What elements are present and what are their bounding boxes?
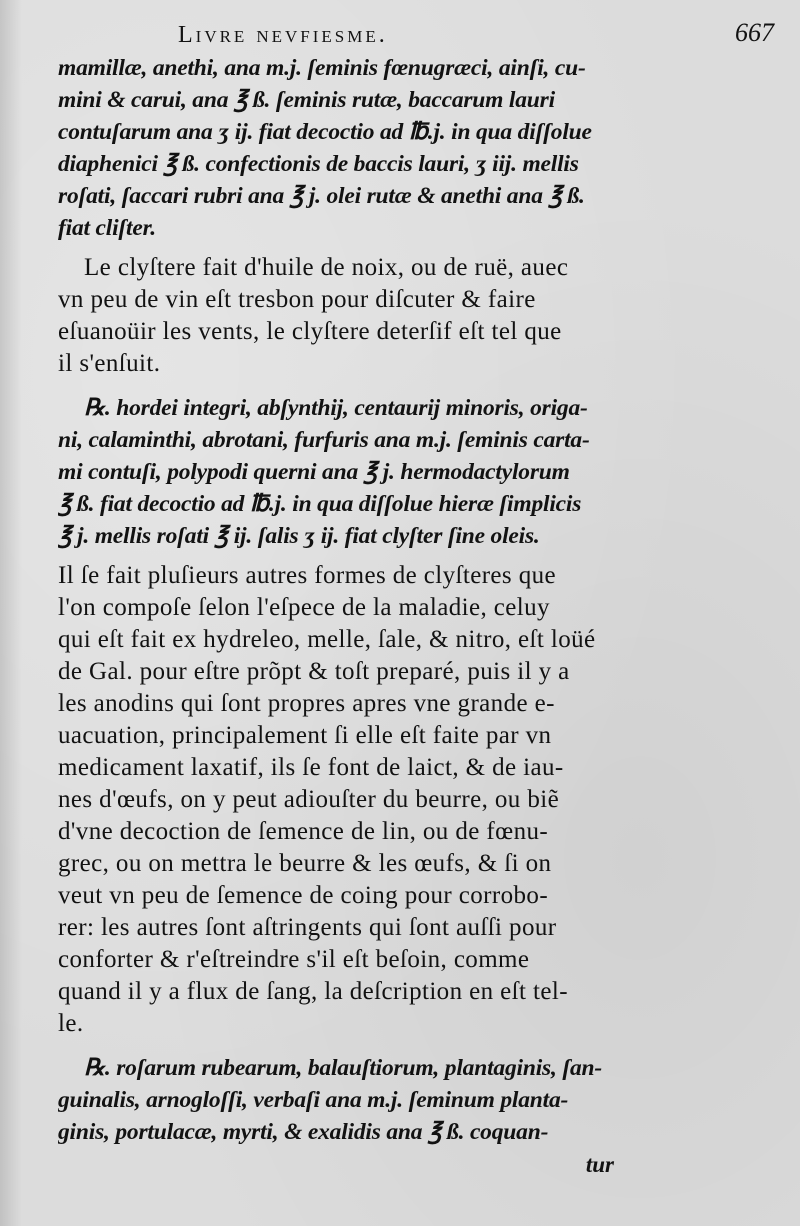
text-line: fiat cliſter. [58, 215, 156, 241]
text-line: l'on compoſe ſelon l'eſpece de la maladie, celuy [58, 594, 550, 621]
text-line: de Gal. pour eſtre prõpt & toſt preparé, puis il y a [58, 658, 570, 685]
text-line: ℞. roſarum rubearum, balauſtiorum, plantaginis, ſan- [84, 1055, 602, 1081]
catchword: tur [585, 1152, 614, 1177]
text-line: uacuation, principalement ſi elle eſt faite par vn [58, 722, 552, 749]
text-line: Il ſe fait pluſieurs autres formes de clyſteres que [58, 562, 556, 589]
text-line: ℥ ß. fiat decoctio ad ℔.j. in qua diſſolue hieræ ſimplicis [58, 491, 582, 517]
paragraph-gap [58, 552, 633, 560]
text-line: ℞. hordei integri, abſynthij, centaurij minoris, origa- [84, 395, 588, 421]
text-line: Le clyſtere fait d'huile de noix, ou de ruë, auec [84, 254, 569, 281]
text-line: contuſarum ana ʒ ij. fiat decoctio ad ℔.j. in qua diſſolue [58, 119, 592, 145]
text-line: il s'enſuit. [58, 350, 161, 377]
text-line: medicament laxatif, ils ſe font de laict, & de iau- [58, 754, 564, 781]
text-line: d'vne decoction de ſemence de lin, ou de fœnu- [58, 818, 549, 845]
text-line: qui eſt fait ex hydreleo, melle, ſale, & nitro, eſt loüé [58, 626, 596, 653]
paragraph-gap [58, 1040, 633, 1052]
text-line: veut vn peu de ſemence de coing pour corrobo- [58, 882, 549, 909]
text-line: rer: les autres ſont aſtringents qui ſont auſſi pour [58, 914, 557, 941]
text-line: quand il y a flux de ſang, la deſcription en eſt tel- [58, 978, 568, 1005]
text-line: conforter & r'eſtreindre s'il eſt beſoin, comme [58, 946, 530, 973]
text-line: guinalis, arnogloſſi, verbaſi ana m.j. ſeminum planta- [58, 1087, 569, 1113]
body-paragraph-2 [58, 252, 633, 380]
text-line: diaphenici ℥ ß. confectionis de baccis lauri, ʒ iij. mellis [58, 151, 579, 177]
page-text [58, 52, 633, 1148]
recipe-paragraph-5 [58, 1052, 633, 1148]
page-number: 667 [735, 18, 774, 47]
paragraph-gap [58, 244, 633, 252]
paragraph-gap [58, 380, 633, 392]
text-line: les anodins qui ſont propres apres vne grande e- [58, 690, 555, 717]
text-line: mamillæ, anethi, ana m.j. ſeminis fœnugræci, ainſi, cu- [58, 55, 586, 81]
text-line: ℥ j. mellis roſati ℥ ij. ſalis ʒ ij. fiat clyſter ſine oleis. [58, 523, 540, 549]
text-line: eſuanoüir les vents, le clyſtere deterſif eſt tel que [58, 318, 562, 345]
text-line: grec, ou on mettra le beurre & les œufs, & ſi on [58, 850, 552, 877]
page-header [60, 8, 778, 52]
text-line: le. [58, 1010, 84, 1037]
recipe-paragraph-3 [58, 392, 633, 552]
body-paragraph-4 [58, 560, 633, 1040]
text-line: mini & carui, ana ℥ ß. ſeminis rutæ, baccarum lauri [58, 87, 555, 113]
text-line: ni, calaminthi, abrotani, furfuris ana m.j. ſeminis carta- [58, 427, 590, 453]
running-title: Livre nevfiesme. [178, 22, 388, 48]
text-line: vn peu de vin eſt tresbon pour diſcuter & faire [58, 286, 536, 313]
text-line: roſati, ſaccari rubri ana ℥ j. olei rutæ & anethi ana ℥ ß. [58, 183, 585, 209]
text-line: ginis, portulacæ, myrti, & exalidis ana ℥ ß. coquan- [58, 1119, 549, 1145]
text-line: nes d'œufs, on y peut adiouſter du beurre, ou biẽ [58, 786, 560, 813]
recipe-paragraph-1 [58, 52, 633, 244]
text-line: mi contuſi, polypodi querni ana ℥ j. hermodactylorum [58, 459, 570, 485]
page-gutter-shadow [0, 0, 22, 1226]
